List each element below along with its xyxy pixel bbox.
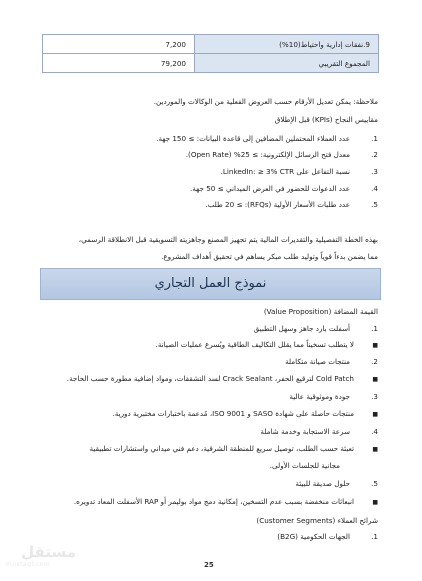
item-number: 5. — [371, 200, 378, 209]
cost-value: 79,200 — [43, 54, 195, 73]
item-text: انبعاثات منخفضة بسبب عدم التسخين، إمكانية دمج مواد بوليمر أو RAP الأسفلت المعاد تدويره. — [73, 497, 354, 506]
list-item — [30, 373, 378, 385]
item-text: لا يتطلب تسخيناً مما يقلل التكاليف الطاقية ويُسرع عمليات الصيانة. — [155, 340, 354, 349]
cost-label: المجموع التقريبي — [195, 54, 379, 73]
item-text: عدد الدعوات للحضور في العرض الميداني ≥ 50 جهة. — [190, 184, 350, 193]
page-number: 25 — [204, 561, 214, 569]
list-item — [30, 391, 378, 402]
cost-value: 7,200 — [43, 35, 195, 54]
bullet-icon: ■ — [372, 499, 378, 506]
list-item-continuation: مجانية للجلسات الأولى. — [269, 461, 340, 470]
list-item — [30, 443, 378, 455]
item-number: 1. — [371, 532, 378, 541]
list-item — [30, 356, 378, 367]
list-item — [30, 478, 378, 489]
list-item — [30, 149, 378, 160]
item-text: عدد العملاء المحتملين المضافين إلى قاعدة البيانات: ≥ 150 جهة. — [156, 134, 350, 143]
section-banner: نموذج العمل التجاري — [40, 268, 381, 300]
item-number: 4. — [371, 427, 378, 436]
table-row — [43, 54, 379, 73]
item-number: 1. — [371, 324, 378, 333]
paragraph: بهذه الخطة التفصيلية والتقديرات المالية يتم تجهيز المصنع وجاهزيته التسويقية قبل الانطلاقة الرسمي، — [78, 235, 378, 244]
item-text: نسبة التفاعل على LinkedIn: ≥ 3% CTR. — [220, 167, 350, 176]
item-text: أسفلت بارد جاهز وسهل التطبيق — [253, 324, 350, 333]
list-item — [30, 166, 378, 177]
cost-label: 9.نفقات إدارية واحتياط(10%) — [195, 35, 379, 54]
segments-heading: شرائح العملاء (Customer Segments) — [256, 516, 378, 525]
list-item — [30, 426, 378, 437]
list-item — [30, 531, 378, 542]
item-text: تعبئة حسب الطلب، توصيل سريع للمنطقة الشرقية، دعم فني ميداني واستشارات تطبيقية — [89, 444, 354, 453]
value-heading: القيمة المضافة (Value Proposition) — [263, 307, 378, 316]
item-number: 2. — [371, 357, 378, 366]
item-text: جودة وموثوقية عالية — [289, 392, 350, 401]
item-text: حلول صديقة للبيئة — [295, 479, 350, 488]
list-item — [30, 339, 378, 351]
item-text: معدل فتح الرسائل الإلكترونية: ≥ 25% (Open Rate). — [185, 150, 350, 159]
list-item — [30, 408, 378, 420]
list-item — [30, 133, 378, 144]
kpi-heading: مقاييس النجاح (KPIs) قبل الإطلاق — [274, 115, 378, 124]
list-item — [30, 496, 378, 508]
list-item — [30, 183, 378, 194]
item-text: منتجات حاصلة على شهادة SASO و ISO 9001، مُدعمة باختبارات مختبرية دورية. — [112, 409, 354, 418]
watermark-sub: mostaql.com — [6, 561, 51, 568]
item-text: الجهات الحكومية (B2G) — [277, 532, 350, 541]
item-text: Cold Patch لترقيع الحفر، Crack Sealant لسد التشققات، ومواد إضافية مطورة حسب الحاجة. — [66, 374, 354, 383]
item-text: سرعة الاستجابة وخدمة شاملة — [260, 427, 350, 436]
paragraph: مما يضمن بدءاً قوياً وتوليد طلب مبكر يساهم في تحقيق أهداف المشروع. — [161, 252, 378, 261]
bullet-icon: ■ — [372, 446, 378, 453]
note-text: ملاحظة: يمكن تعديل الأرقام حسب العروض الفعلية من الوكالات والموردين. — [153, 97, 378, 106]
list-item — [30, 199, 378, 210]
watermark-logo — [6, 543, 76, 573]
table-row — [43, 35, 379, 54]
item-number: 3. — [371, 167, 378, 176]
cost-table — [42, 34, 379, 73]
item-number: 5. — [371, 479, 378, 488]
item-number: 2. — [371, 150, 378, 159]
item-number: 3. — [371, 392, 378, 401]
watermark-text: مستقل — [21, 543, 76, 561]
list-item — [30, 323, 378, 334]
item-text: منتجات صيانة متكاملة — [285, 357, 350, 366]
bullet-icon: ■ — [372, 376, 378, 383]
bullet-icon: ■ — [372, 342, 378, 349]
bullet-icon: ■ — [372, 411, 378, 418]
item-number: 1. — [371, 134, 378, 143]
item-text: عدد طلبات الأسعار الأولية (RFQs): ≥ 20 طلب. — [205, 200, 350, 209]
item-number: 4. — [371, 184, 378, 193]
